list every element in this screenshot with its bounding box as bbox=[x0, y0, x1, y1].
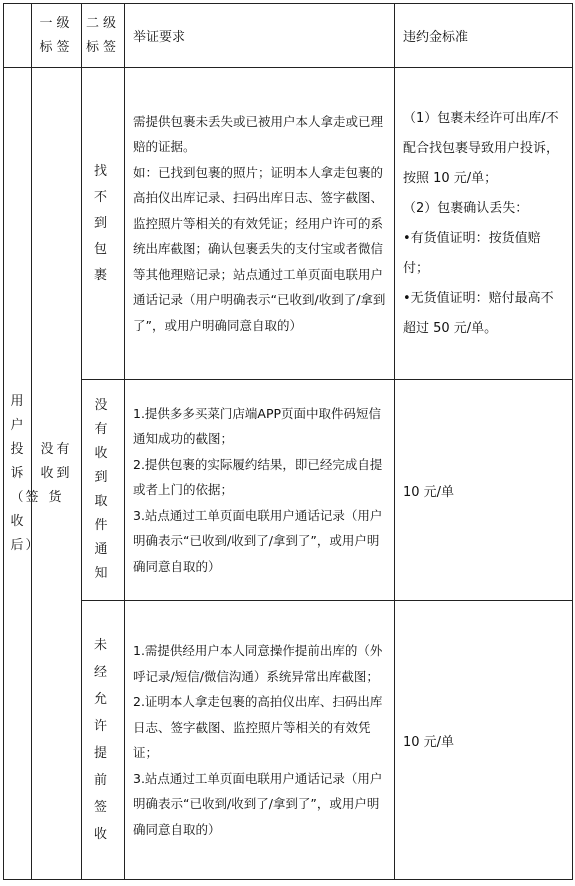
header-level1-text: 一级标签 bbox=[39, 15, 74, 55]
penalty-line: （1）包裹未经许可出库/不配合找包裹导致用户投诉，按照 10 元/单； bbox=[403, 110, 560, 186]
category-text: 没有收到取件通知 bbox=[94, 398, 112, 581]
header-level2-tag bbox=[82, 4, 125, 68]
level1-text: 用户投诉（签收后） bbox=[10, 393, 41, 553]
penalty-standards-table bbox=[3, 3, 573, 880]
header-penalty: 违约金标准 bbox=[395, 4, 573, 68]
evidence-paragraph: 2.证明本人拿走包裹的高拍仪出库、扫码出库日志、签字截图、监控照片等相关的有效凭证； bbox=[133, 694, 383, 760]
table-row bbox=[4, 380, 573, 601]
evidence-paragraph: 1.提供多多买菜门店端APP页面中取件码短信通知成功的截图； bbox=[133, 405, 382, 447]
evidence-paragraph: 如：已找到包裹的照片；证明本人拿走包裹的高拍仪出库记录、扫码出库日志、签字截图、监控照片等相关的有效凭证；经用户许可的系统出库截图；确认包裹丢失的支付宝或者微信等其他理赔记录；站点通过工单页面电联用户通话记录（用户明确表示“已收到/收到了/拿到了”，或用户明确同意自取的） bbox=[133, 164, 386, 333]
category-text: 找不到包裹 bbox=[93, 163, 112, 283]
table-row bbox=[4, 601, 573, 880]
penalty-cell bbox=[395, 68, 573, 380]
evidence-cell bbox=[125, 68, 395, 380]
header-level2-text: 二级标签 bbox=[86, 15, 121, 55]
penalty-line: •有货值证明：按货值赔付； bbox=[403, 230, 541, 276]
header-evidence: 举证要求 bbox=[125, 4, 395, 68]
level1-cell bbox=[4, 68, 41, 880]
penalty-cell: 10 元/单 bbox=[395, 601, 573, 880]
table-header-row bbox=[4, 4, 573, 68]
category-cell bbox=[82, 68, 125, 380]
category-cell bbox=[82, 601, 125, 880]
evidence-paragraph: 3.站点通过工单页面电联用户通话记录（用户明确表示“已收到/收到了/拿到了”，或用户明确同意自取的） bbox=[133, 507, 383, 574]
level2-text: 没有收到货 bbox=[40, 441, 73, 505]
level2-cell bbox=[32, 68, 82, 880]
evidence-paragraph: 2.提供包裹的实际履约结果，即已经完成自提或者上门的依据； bbox=[133, 456, 383, 498]
category-text: 未经允许提前签收 bbox=[93, 638, 112, 842]
category-cell bbox=[82, 380, 125, 601]
penalty-line: •无货值证明：赔付最高不超过 50 元/单。 bbox=[403, 290, 554, 336]
evidence-cell bbox=[125, 601, 395, 880]
header-blank-cell bbox=[4, 4, 32, 68]
evidence-paragraph: 1.需提供经用户本人同意操作提前出库的（外呼记录/短信/微信沟通）系统异常出库截图； bbox=[133, 643, 383, 684]
penalty-line: （2）包裹确认丢失： bbox=[403, 200, 529, 216]
evidence-paragraph: 需提供包裹未丢失或已被用户本人拿走或已理赔的证据。 bbox=[133, 113, 384, 155]
header-level1-tag bbox=[32, 4, 82, 68]
penalty-cell: 10 元/单 bbox=[395, 380, 573, 601]
evidence-cell bbox=[125, 380, 395, 601]
evidence-paragraph: 3.站点通过工单页面电联用户通话记录（用户明确表示“已收到/收到了/拿到了”，或用户明确同意自取的） bbox=[133, 770, 383, 837]
table-row bbox=[4, 68, 573, 380]
